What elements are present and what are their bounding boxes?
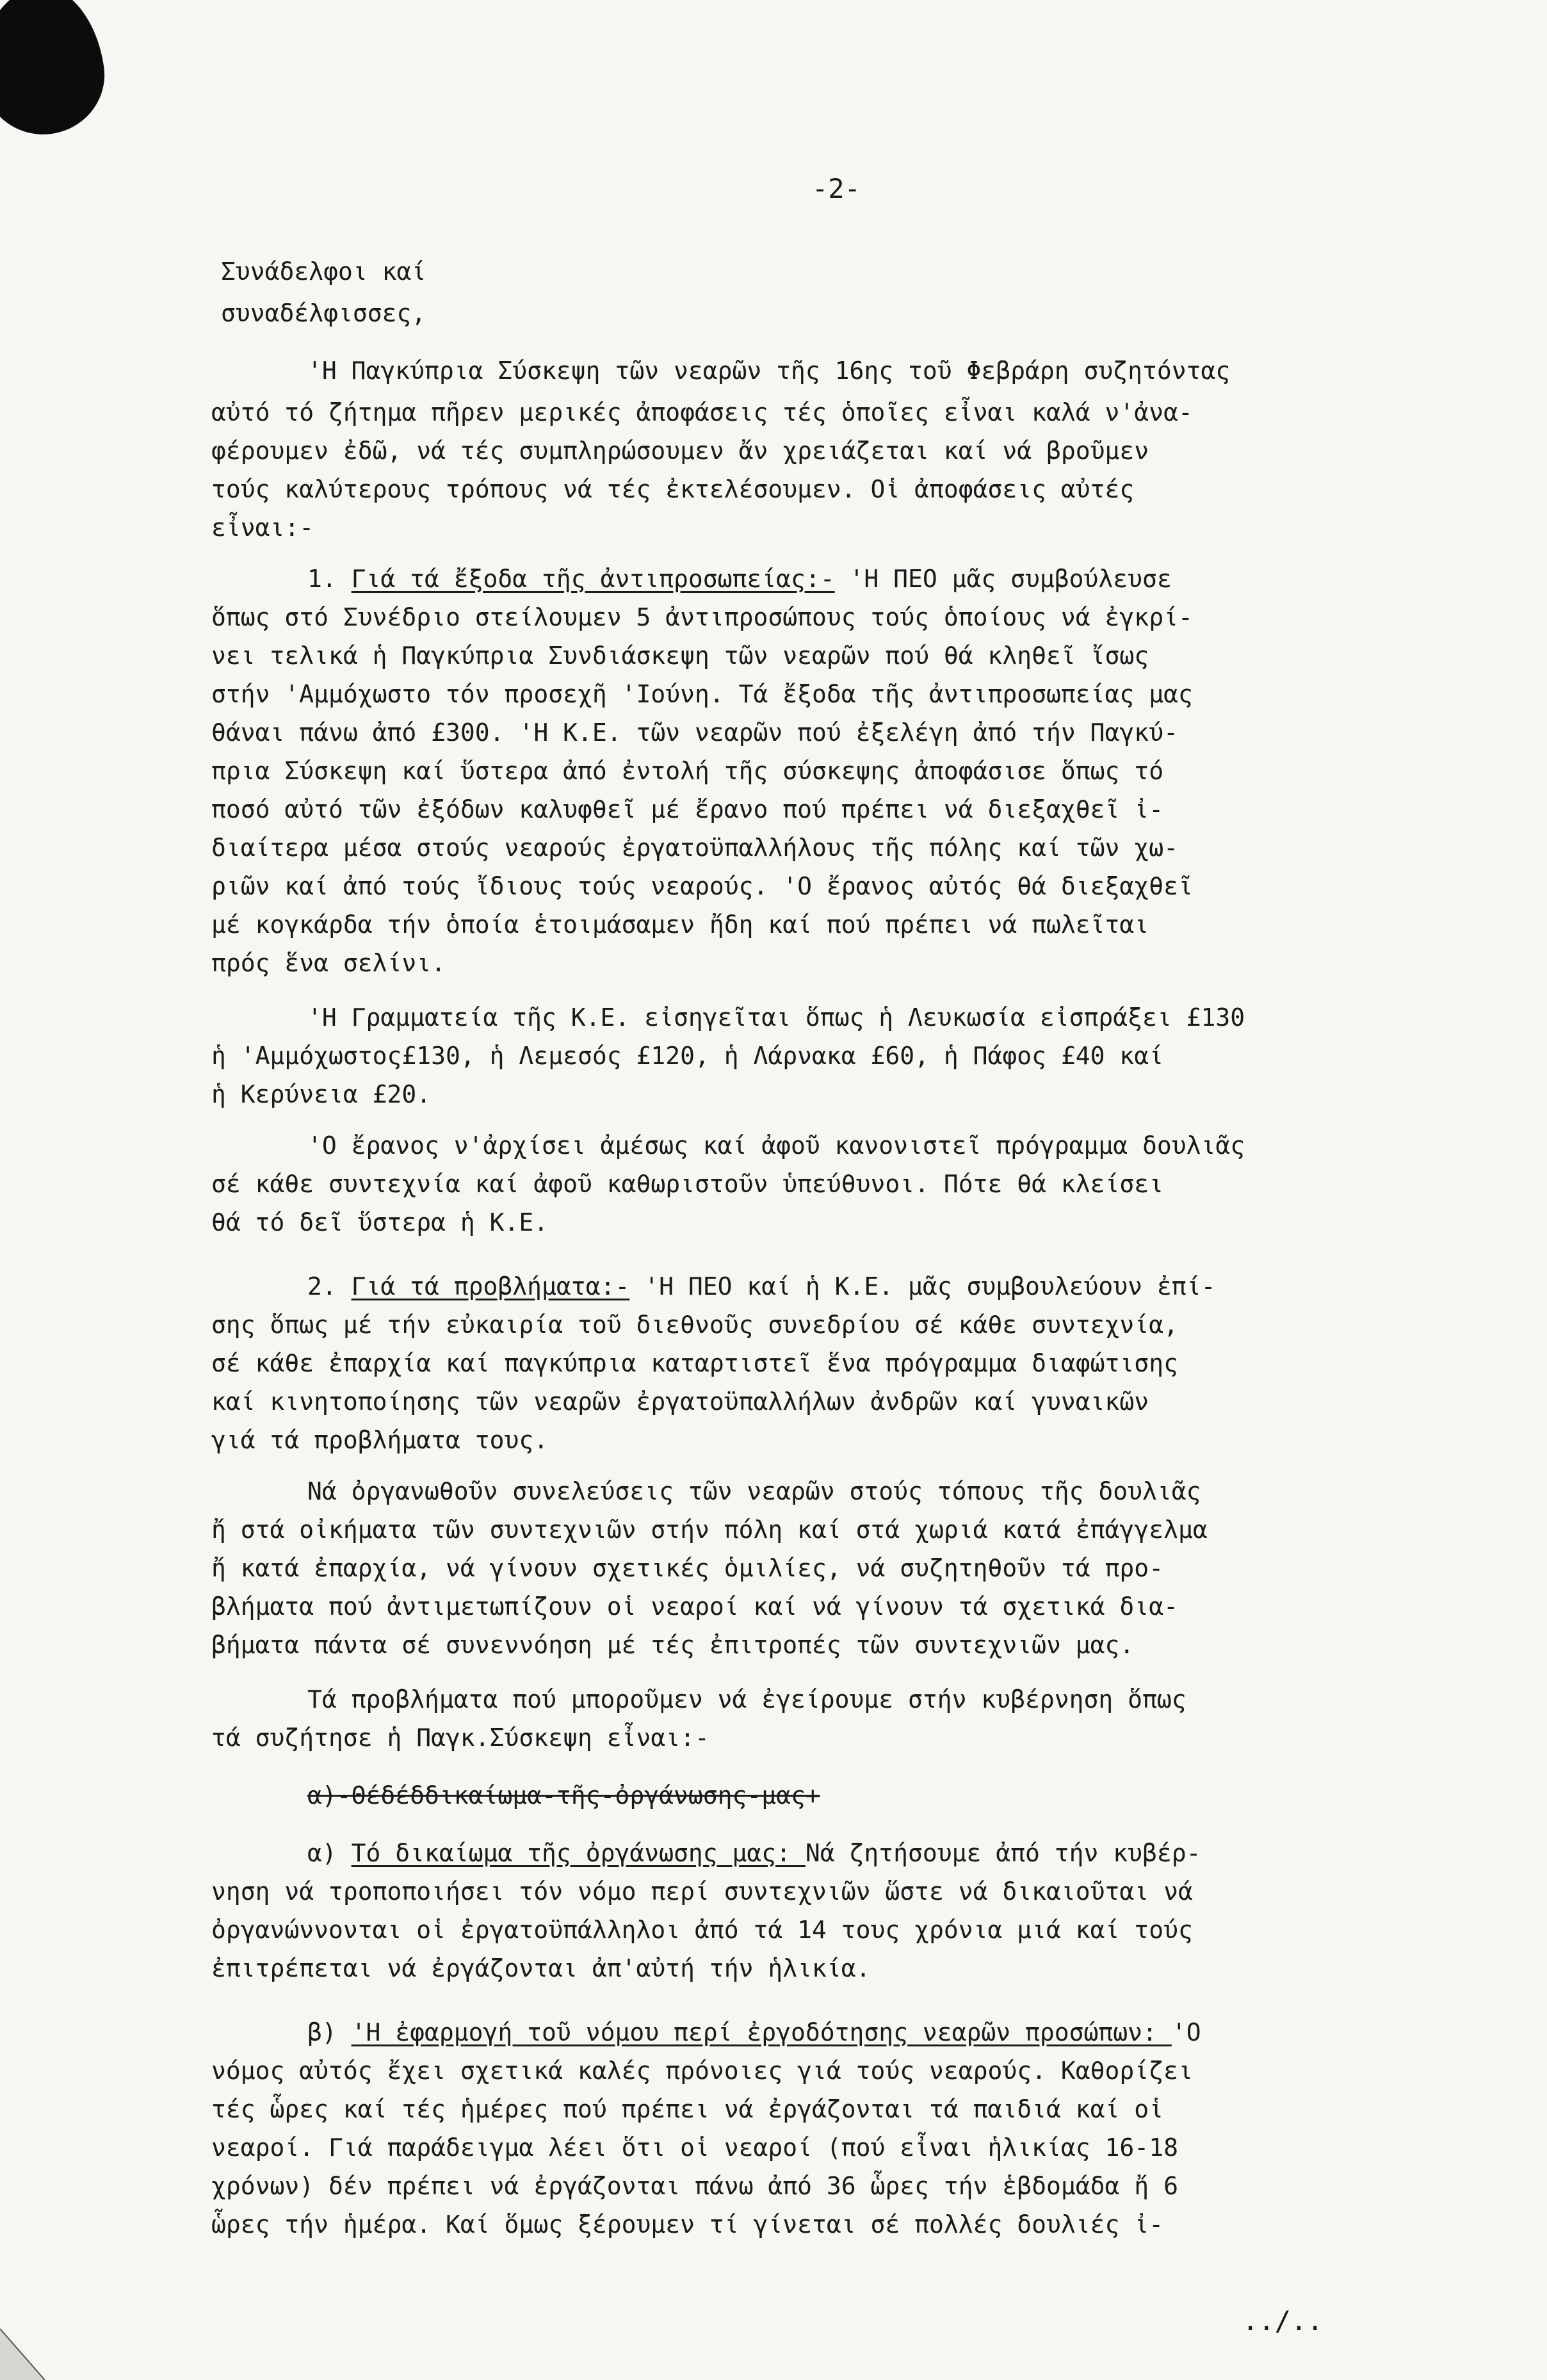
text-line: ὅπως στό Συνέδριο στείλουμεν 5 ἀντιπροσώπους τούς ὁποίους νά ἐγκρί- [211, 603, 1193, 631]
text-line: ἡ 'Αμμόχωστος£130, ἡ Λεμεσός £120, ἡ Λάρνακα £60, ἡ Πάφος £40 καί [211, 1042, 1164, 1070]
text-line: ὀργανώννονται οἱ ἐργατοϋπάλληλοι ἀπό τά 14 τους χρόνια μιά καί τούς [211, 1916, 1193, 1944]
text-line: τές ὧρες καί τές ἡμέρες πού πρέπει νά ἐργάζονται τά παιδιά καί οἱ [211, 2095, 1164, 2123]
text-line: στήν 'Αμμόχωστο τόν προσεχῆ 'Ιούνη. Τά ἔξοδα τῆς ἀντιπροσωπείας μας [211, 680, 1193, 708]
text-line: νεαροί. Γιά παράδειγμα λέει ὅτι οἱ νεαροί (πού εἶναι ἡλικίας 16-18 [211, 2133, 1178, 2162]
text-line: χρόνων) δέν πρέπει νά ἐργάζονται πάνω ἀπό 36 ὧρες τήν ἑβδομάδα ἤ 6 [211, 2172, 1178, 2200]
text-line: βήματα πάντα σέ συνεννόηση μέ τές ἐπιτροπές τῶν συντεχνιῶν μας. [211, 1631, 1135, 1659]
text-line: ὧρες τήν ἡμέρα. Καί ὅμως ξέρουμεν τί γίνεται σέ πολλές δουλιές ἰ- [211, 2210, 1164, 2238]
text-line: θάναι πάνω ἀπό £300. 'Η Κ.Ε. τῶν νεαρῶν πού ἐξελέγη ἀπό τήν Παγκύ- [211, 718, 1178, 747]
text-line: ριῶν καί ἀπό τούς ἴδιους τούς νεαρούς. 'Ο ἔρανος αὐτός θά διεξαχθεῖ [211, 872, 1193, 900]
text-line: φέρουμεν ἐδῶ, νά τές συμπληρώσουμεν ἄν χρειάζεται καί νά βροῦμεν [211, 437, 1149, 465]
text-line: Νά ὀργανωθοῦν συνελεύσεις τῶν νεαρῶν στούς τόπους τῆς δουλιᾶς [307, 1477, 1201, 1505]
text-line: συναδέλφισσες, [221, 299, 426, 327]
text-line: γιά τά προβλήματα τους. [211, 1426, 549, 1454]
text-line: ἐπιτρέπεται νά ἐργάζονται ἀπ'αὐτή τήν ἡλικία. [211, 1954, 871, 1982]
text-line: Τά προβλήματα πού μποροῦμεν νά ἐγείρουμε στήν κυβέρνηση ὅπως [307, 1685, 1187, 1713]
text-line: εἶναι:- [211, 514, 314, 542]
text-line: καί κινητοποίησης τῶν νεαρῶν ἐργατοϋπαλλήλων ἀνδρῶν καί γυναικῶν [211, 1388, 1149, 1416]
text-line: βλήματα πού ἀντιμετωπίζουν οἱ νεαροί καί νά γίνουν τά σχετικά δια- [211, 1592, 1178, 1621]
text-line: τούς καλύτερους τρόπους νά τές ἐκτελέσουμεν. Οἱ ἀποφάσεις αὐτές [211, 475, 1135, 503]
text-line: 'Ο ἔρανος ν'ἀρχίσει ἀμέσως καί ἀφοῦ κανονιστεῖ πρόγραμμα δουλιᾶς [307, 1131, 1245, 1160]
text-line: τά συζήτησε ἡ Παγκ.Σύσκεψη εἶναι:- [211, 1724, 709, 1752]
text-line: 'Η Γραμματεία τῆς Κ.Ε. εἰσηγεῖται ὅπως ἡ Λευκωσία εἰσπράξει £130 [307, 1003, 1245, 1032]
text-line: πρια Σύσκεψη καί ὕστερα ἀπό ἐντολή τῆς σύσκεψης ἀποφάσισε ὅπως τό [211, 757, 1164, 785]
punch-hole-mark [0, 0, 112, 142]
continuation-mark: ../.. [1242, 2305, 1324, 2336]
text-line: μέ κογκάρδα τήν ὁποία ἑτοιμάσαμεν ἤδη καί πού πρέπει νά πωλεῖται [211, 911, 1149, 939]
text-line: διαίτερα μέσα στούς νεαρούς ἐργατοϋπαλλήλους τῆς πόλης καί τῶν χω- [211, 834, 1178, 862]
text-line: 1. Γιά τά ἔξοδα τῆς ἀντιπροσωπείας:- 'Η ΠΕΟ μᾶς συμβούλευσε [307, 565, 1172, 593]
text-line: α)-Θέδέδδικαίωμα-τῆς-ὀργάνωσης-μας+ [307, 1781, 820, 1809]
text-line: β) 'Η ἐφαρμογή τοῦ νόμου περί ἐργοδότησης νεαρῶν προσώπων: 'Ο [307, 2018, 1201, 2046]
text-line: ἤ στά οἰκήματα τῶν συντεχνιῶν στήν πόλη καί στά χωριά κατά ἐπάγγελμα [211, 1516, 1208, 1544]
text-line: νηση νά τροποποιήσει τόν νόμο περί συντεχνιῶν ὥστε νά δικαιοῦται νά [211, 1877, 1193, 1906]
text-line: σέ κάθε ἐπαρχία καί παγκύπρια καταρτιστεῖ ἕνα πρόγραμμα διαφώτισης [211, 1349, 1178, 1377]
torn-corner-mark [0, 2303, 77, 2380]
text-line: σης ὅπως μέ τήν εὐκαιρία τοῦ διεθνοῦς συνεδρίου σέ κάθε συντεχνία, [211, 1311, 1178, 1339]
text-line: 'Η Παγκύπρια Σύσκεψη τῶν νεαρῶν τῆς 16ης τοῦ Φεβράρη συζητόντας [307, 357, 1231, 385]
text-line: α) Τό δικαίωμα τῆς ὀργάνωσης μας: Νά ζητήσουμε ἀπό τήν κυβέρ- [307, 1839, 1201, 1867]
text-line: σέ κάθε συντεχνία καί ἀφοῦ καθωριστοῦν ὑπεύθυνοι. Πότε θά κλείσει [211, 1170, 1164, 1198]
text-line: αὐτό τό ζήτημα πῆρεν μερικές ἀποφάσεις τές ὁποῖες εἶναι καλά ν'ἀνα- [211, 398, 1193, 426]
text-line: νόμος αὐτός ἔχει σχετικά καλές πρόνοιες γιά τούς νεαρούς. Καθορίζει [211, 2057, 1193, 2085]
text-line: θά τό δεῖ ὕστερα ἡ Κ.Ε. [211, 1208, 549, 1236]
text-line: ἡ Κερύνεια £20. [211, 1080, 432, 1108]
text-line: ἤ κατά ἐπαρχία, νά γίνουν σχετικές ὁμιλίες, νά συζητηθοῦν τά προ- [211, 1554, 1164, 1582]
text-line: Συνάδελφοι καί [221, 257, 426, 286]
page-number: -2- [812, 173, 861, 204]
text-line: ποσό αὐτό τῶν ἐξόδων καλυφθεῖ μέ ἔρανο πού πρέπει νά διεξαχθεῖ ἰ- [211, 795, 1164, 823]
text-line: νει τελικά ἡ Παγκύπρια Συνδιάσκεψη τῶν νεαρῶν πού θά κληθεῖ ἴσως [211, 642, 1149, 670]
text-line: 2. Γιά τά προβλήματα:- 'Η ΠΕΟ καί ἡ Κ.Ε. μᾶς συμβουλεύουν ἐπί- [307, 1272, 1216, 1300]
text-line: πρός ἕνα σελίνι. [211, 949, 446, 977]
